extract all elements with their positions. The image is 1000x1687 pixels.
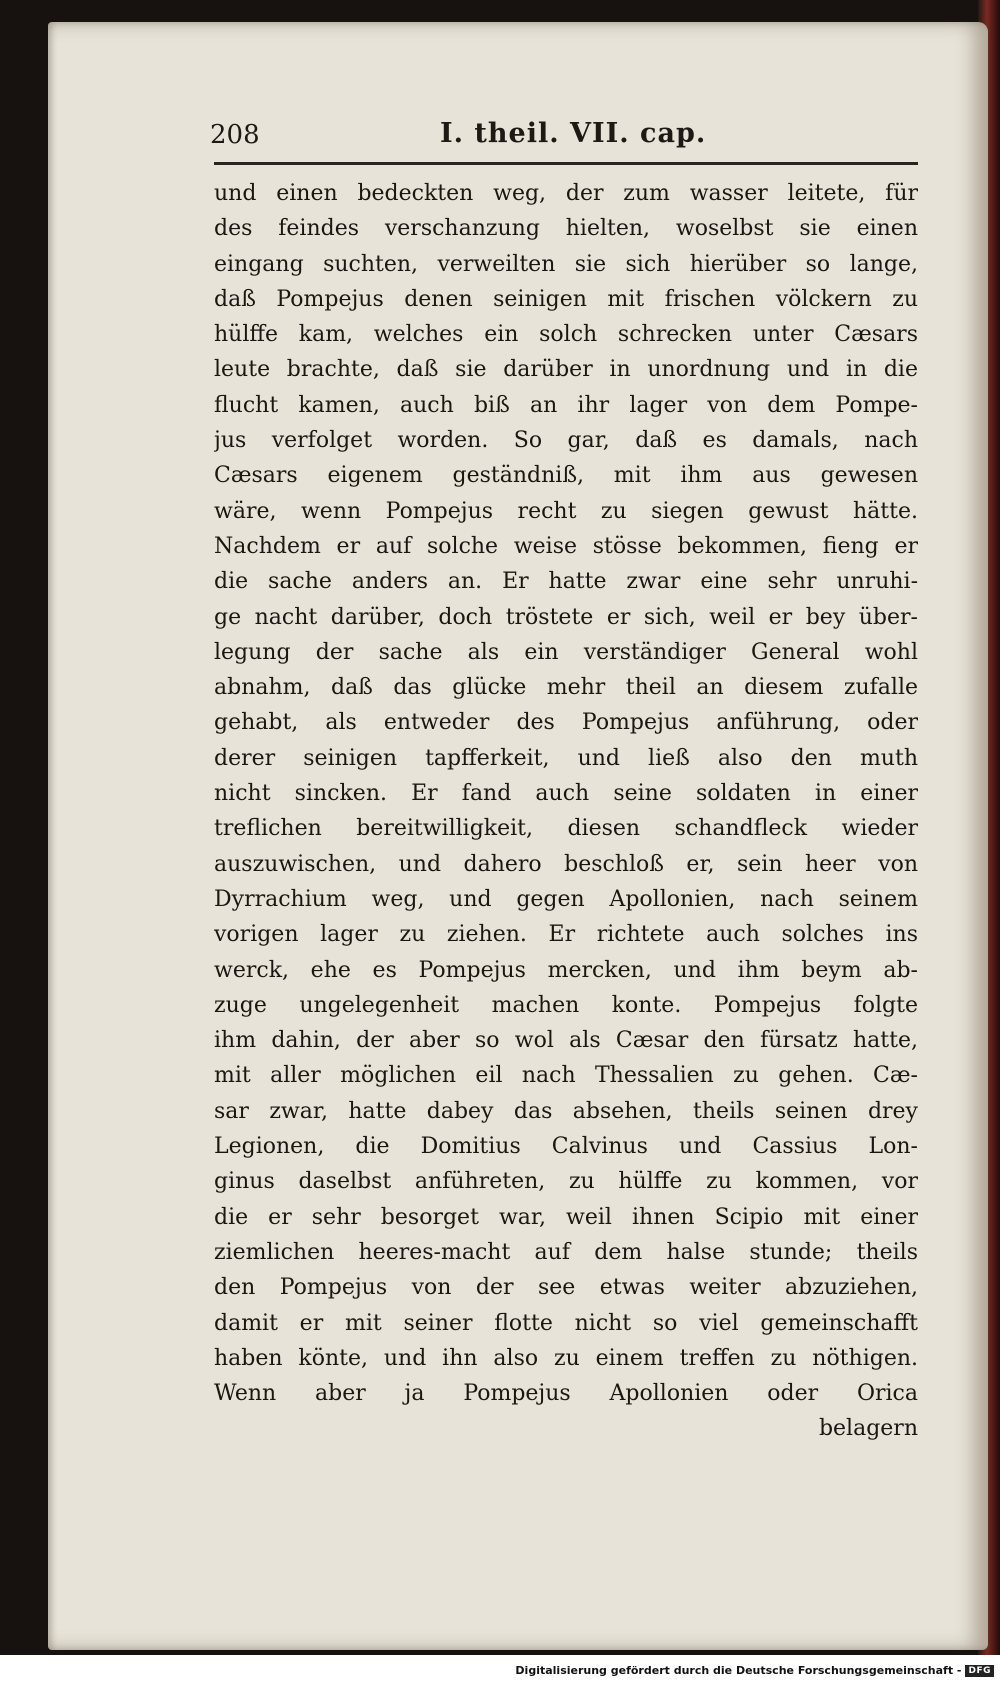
text-line: ge nacht darüber, doch tröstete er sich, weil er bey über- bbox=[214, 604, 918, 630]
text-line: die sache anders an. Er hatte zwar eine sehr unruhi- bbox=[214, 569, 918, 595]
chapter-heading: I. theil. VII. cap. bbox=[440, 118, 707, 149]
text-line: daß Pompejus denen seinigen mit frischen völckern zu bbox=[214, 286, 918, 312]
text-line: des feindes verschanzung hielten, woselbst sie einen bbox=[214, 216, 918, 242]
text-line: vorigen lager zu ziehen. Er richtete auch solches ins bbox=[214, 922, 918, 948]
text-line: wäre, wenn Pompejus recht zu siegen gewust hätte. bbox=[214, 498, 918, 524]
dfg-logo: DFG bbox=[965, 1665, 994, 1677]
text-line: den Pompejus von der see etwas weiter abzuziehen, bbox=[214, 1275, 918, 1301]
text-line: ziemlichen heeres-macht auf dem halse stunde; theils bbox=[214, 1239, 918, 1265]
text-line: ihm dahin, der aber so wol als Cæsar den fürsatz hatte, bbox=[214, 1028, 918, 1054]
text-line: damit er mit seiner flotte nicht so viel gemeinschafft bbox=[214, 1310, 918, 1336]
credit-text: Digitalisierung gefördert durch die Deutsche Forschungsgemeinschaft - bbox=[515, 1664, 962, 1677]
text-line: treflichen bereitwilligkeit, diesen schandfleck wieder bbox=[214, 816, 918, 842]
text-line: nicht sincken. Er fand auch seine soldaten in einer bbox=[214, 781, 918, 807]
text-line: jus verfolget worden. So gar, daß es damals, nach bbox=[214, 428, 918, 454]
header-rule bbox=[214, 162, 918, 165]
text-line: abnahm, daß das glücke mehr theil an diesem zufalle bbox=[214, 675, 918, 701]
text-line: haben könte, und ihn also zu einem treffen zu nöthigen. bbox=[214, 1345, 918, 1371]
text-line: derer seinigen tapfferkeit, und ließ also den muth bbox=[214, 745, 918, 771]
text-line: gehabt, als entweder des Pompejus anführung, oder bbox=[214, 710, 918, 736]
text-line: flucht kamen, auch biß an ihr lager von dem Pompe- bbox=[214, 392, 918, 418]
text-line: zuge ungelegenheit machen konte. Pompejus folgte bbox=[214, 992, 918, 1018]
running-head bbox=[160, 118, 920, 158]
text-line: und einen bedeckten weg, der zum wasser leitete, für bbox=[214, 181, 918, 206]
text-line: Legionen, die Domitius Calvinus und Cassius Lon- bbox=[214, 1134, 918, 1160]
text-line: Nachdem er auf solche weise stösse bekommen, fieng er bbox=[214, 533, 918, 559]
text-line: ginus daselbst anführeten, zu hülffe zu kommen, vor bbox=[214, 1169, 918, 1195]
text-line: legung der sache als ein verständiger General wohl bbox=[214, 639, 918, 665]
digitization-credit bbox=[515, 1664, 994, 1677]
text-line: hülffe kam, welches ein solch schrecken unter Cæsars bbox=[214, 322, 918, 348]
text-line: mit aller möglichen eil nach Thessalien zu gehen. Cæ- bbox=[214, 1063, 918, 1089]
text-line: Dyrrachium weg, und gegen Apollonien, nach seinem bbox=[214, 886, 918, 912]
page-number: 208 bbox=[210, 120, 260, 150]
text-line: auszuwischen, und dahero beschloß er, sein heer von bbox=[214, 851, 918, 877]
text-line: leute brachte, daß sie darüber in unordnung und in die bbox=[214, 357, 918, 383]
body-text bbox=[214, 176, 918, 1447]
text-line: werck, ehe es Pompejus mercken, und ihm beym ab- bbox=[214, 957, 918, 983]
text-line: belagern bbox=[818, 1416, 918, 1442]
text-line: sar zwar, hatte dabey das absehen, theils seinen drey bbox=[214, 1098, 918, 1124]
text-line: eingang suchten, verweilten sie sich hierüber so lange, bbox=[214, 251, 918, 277]
text-line: Cæsars eigenem geständniß, mit ihm aus gewesen bbox=[214, 463, 918, 489]
text-line: die er sehr besorget war, weil ihnen Scipio mit einer bbox=[214, 1204, 918, 1230]
text-line: Wenn aber ja Pompejus Apollonien oder Orica bbox=[214, 1381, 918, 1407]
